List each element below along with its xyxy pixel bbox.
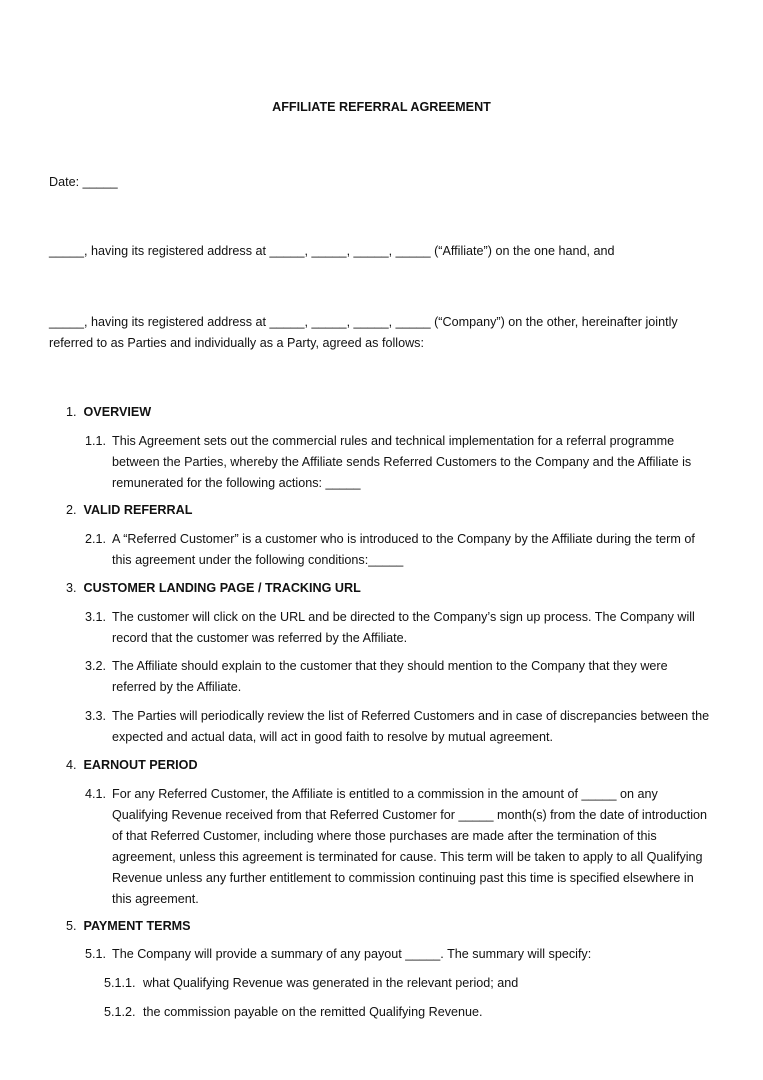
section-heading: [66, 916, 191, 937]
section-number: 3.: [66, 581, 77, 595]
sub-clause-number: 5.1.2.: [104, 1005, 136, 1019]
section-heading: [66, 500, 192, 521]
clause: [85, 431, 715, 494]
clause-number: 3.2.: [85, 659, 107, 673]
clause-text: The customer will click on the URL and be directed to the Company’s sign up process. The Company will record that the customer was referred by the Affiliate.: [112, 610, 695, 645]
clause: [85, 656, 715, 698]
clause-number: 3.1.: [85, 610, 107, 624]
clause: [85, 607, 715, 649]
clause-text: The Parties will periodically review the list of Referred Customers and in case of discrepancies between the expected and actual data, will act in good faith to resolve by mutual agreement.: [112, 709, 710, 744]
section-title: EARNOUT PERIOD: [83, 758, 198, 772]
clause-text: This Agreement sets out the commercial rules and technical implementation for a referral programme between the Parties, whereby the Affiliate sends Referred Customers to the Company and the Affiliate is remunerated for the following actions: _____: [112, 434, 692, 490]
sub-clause: [104, 1002, 704, 1023]
section-heading: [66, 755, 198, 776]
clause-number: 3.3.: [85, 709, 107, 723]
section-title: OVERVIEW: [83, 405, 152, 419]
section-number: 5.: [66, 919, 77, 933]
clause-number: 2.1.: [85, 532, 107, 546]
document-title: AFFILIATE REFERRAL AGREEMENT: [272, 100, 491, 114]
clause: [85, 944, 715, 965]
clause-number: 1.1.: [85, 434, 107, 448]
clause-text: The Affiliate should explain to the customer that they should mention to the Company that they were referred by the Affiliate.: [112, 659, 668, 694]
clause: [85, 706, 715, 748]
section-title: VALID REFERRAL: [83, 503, 193, 517]
section-title: PAYMENT TERMS: [83, 919, 191, 933]
section-number: 1.: [66, 405, 77, 419]
clause-text: For any Referred Customer, the Affiliate is entitled to a commission in the amount of _____ on any Qualifying Revenue received from that Referred Customer for _____ month(s) from the date of introduction of that Referred Customer, including where those purchases are made after the termination of this agreement, unless this agreement is terminated for cause. This term will be taken to apply to all Qualifying Revenue unless any further entitlement to commission continuing past this time is specified elsewhere in this agreement.: [112, 787, 707, 906]
section-heading: [66, 578, 361, 599]
party-company-paragraph: _____, having its registered address at _____, _____, _____, _____ (“Company”) on the other, hereinafter jointly referred to as Parties and individually as a Party, agreed as follows:: [49, 315, 678, 350]
section-number: 2.: [66, 503, 77, 517]
date-line: Date: _____: [49, 175, 118, 189]
sub-clause-text: the commission payable on the remitted Qualifying Revenue.: [143, 1005, 483, 1019]
section-heading: [66, 402, 151, 423]
clause-number: 5.1.: [85, 947, 107, 961]
section-number: 4.: [66, 758, 77, 772]
clause-text: A “Referred Customer” is a customer who is introduced to the Company by the Affiliate during the term of this agreement under the following conditions:_____: [112, 532, 695, 567]
clause: [85, 529, 715, 571]
clause-text: The Company will provide a summary of any payout _____. The summary will specify:: [112, 947, 592, 961]
party-affiliate-paragraph: _____, having its registered address at _____, _____, _____, _____ (“Affiliate”) on the one hand, and: [49, 244, 615, 258]
sub-clause: [104, 973, 704, 994]
clause: [85, 784, 715, 910]
sub-clause-text: what Qualifying Revenue was generated in the relevant period; and: [143, 976, 519, 990]
clause-number: 4.1.: [85, 787, 107, 801]
section-title: CUSTOMER LANDING PAGE / TRACKING URL: [83, 581, 361, 595]
sub-clause-number: 5.1.1.: [104, 976, 136, 990]
